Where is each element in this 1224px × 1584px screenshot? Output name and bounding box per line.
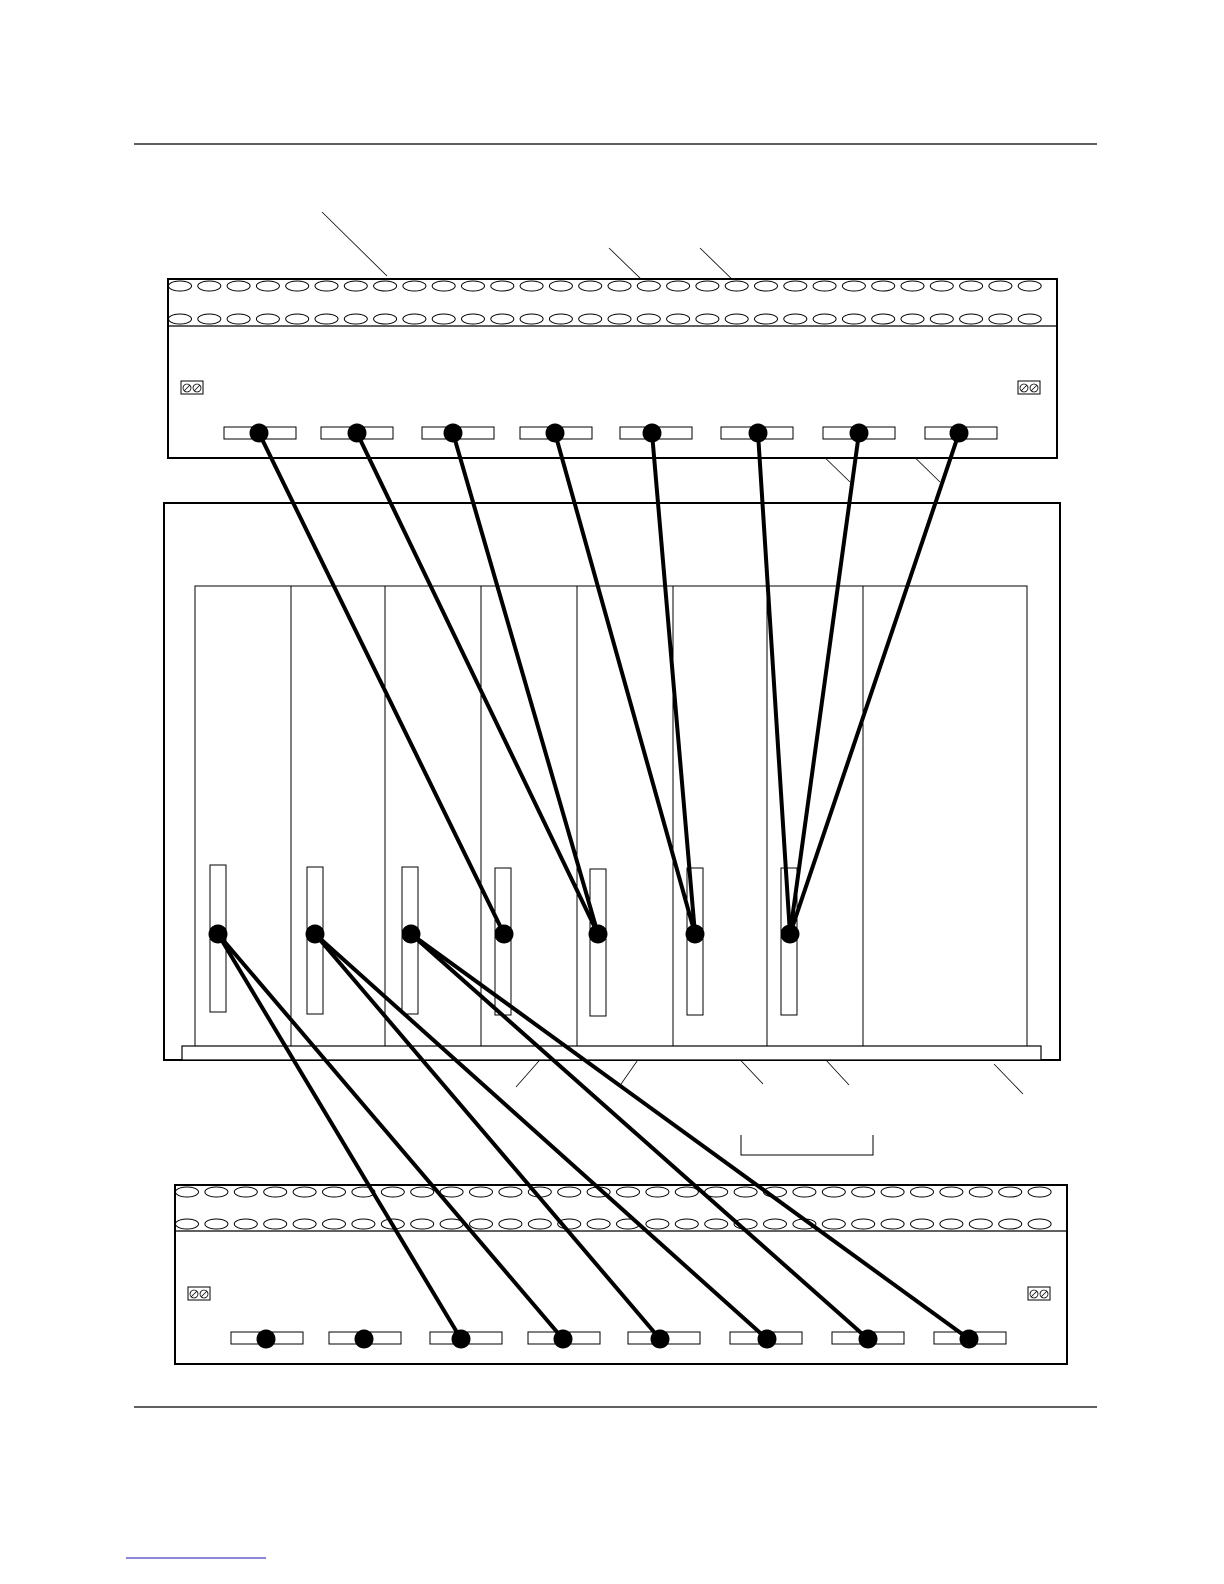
- mounting-hole: [755, 281, 778, 291]
- mounting-hole: [784, 281, 807, 291]
- mounting-hole: [999, 1219, 1022, 1229]
- mounting-hole: [470, 1187, 493, 1197]
- top-connection-dot: [546, 424, 565, 443]
- mounting-hole: [176, 1187, 199, 1197]
- bottom-connection-dot: [452, 1330, 471, 1349]
- mounting-hole: [549, 281, 572, 291]
- mounting-hole: [264, 1219, 287, 1229]
- mounting-hole: [608, 314, 631, 324]
- mounting-hole: [872, 314, 895, 324]
- top-connection-dot: [250, 424, 269, 443]
- card-connection-dot: [306, 925, 325, 944]
- mounting-hole: [696, 281, 719, 291]
- mounting-hole: [696, 314, 719, 324]
- mounting-hole: [911, 1219, 934, 1229]
- mounting-hole: [234, 1187, 257, 1197]
- card-connection-dot: [209, 925, 228, 944]
- bottom-connection-dot: [651, 1330, 670, 1349]
- mounting-hole: [344, 314, 367, 324]
- mounting-hole: [462, 281, 485, 291]
- mounting-hole: [646, 1219, 669, 1229]
- terminal-block-icon: [1018, 381, 1040, 394]
- mounting-hole: [881, 1219, 904, 1229]
- mounting-hole: [930, 314, 953, 324]
- mounting-hole: [989, 281, 1012, 291]
- mounting-hole: [1018, 281, 1041, 291]
- mounting-hole: [411, 1187, 434, 1197]
- mounting-hole: [960, 281, 983, 291]
- mounting-hole: [617, 1187, 640, 1197]
- mounting-hole: [256, 281, 279, 291]
- mounting-hole: [852, 1187, 875, 1197]
- card-chassis: [164, 503, 1060, 1060]
- mounting-hole: [227, 281, 250, 291]
- mounting-hole: [315, 281, 338, 291]
- mounting-hole: [470, 1219, 493, 1229]
- mounting-hole: [198, 314, 221, 324]
- mounting-hole: [784, 314, 807, 324]
- mounting-hole: [558, 1187, 581, 1197]
- bottom-connection-dot: [355, 1330, 374, 1349]
- chassis-frame: [164, 503, 1060, 1060]
- mounting-hole: [381, 1187, 404, 1197]
- top-connection-dot: [850, 424, 869, 443]
- mounting-hole: [286, 281, 309, 291]
- mounting-hole: [705, 1219, 728, 1229]
- mounting-hole: [755, 314, 778, 324]
- mounting-hole: [293, 1187, 316, 1197]
- bottom-connection-dot: [257, 1330, 276, 1349]
- mounting-hole: [911, 1187, 934, 1197]
- mounting-hole: [491, 314, 514, 324]
- bottom-connection-dot: [758, 1330, 777, 1349]
- mounting-hole: [999, 1187, 1022, 1197]
- mounting-hole: [813, 281, 836, 291]
- mounting-hole: [1028, 1187, 1051, 1197]
- top-connection-dot: [950, 424, 969, 443]
- mounting-hole: [901, 281, 924, 291]
- mounting-hole: [374, 314, 397, 324]
- mounting-hole: [256, 314, 279, 324]
- mounting-hole: [852, 1219, 875, 1229]
- mounting-hole: [315, 314, 338, 324]
- mounting-hole: [579, 314, 602, 324]
- mounting-hole: [286, 314, 309, 324]
- mounting-hole: [169, 281, 192, 291]
- mounting-hole: [499, 1187, 522, 1197]
- card-connection-dot: [402, 925, 421, 944]
- mounting-hole: [403, 314, 426, 324]
- mounting-hole: [872, 281, 895, 291]
- mounting-hole: [940, 1187, 963, 1197]
- mounting-hole: [293, 1219, 316, 1229]
- mounting-hole: [264, 1187, 287, 1197]
- mounting-hole: [323, 1219, 346, 1229]
- card-connection-dot: [686, 925, 705, 944]
- mounting-hole: [169, 314, 192, 324]
- panel-frame: [168, 279, 1057, 458]
- mounting-hole: [637, 281, 660, 291]
- mounting-hole: [205, 1187, 228, 1197]
- bottom-patch-panel: [175, 1185, 1067, 1364]
- card-connection-dot: [781, 925, 800, 944]
- mounting-hole: [960, 314, 983, 324]
- mounting-hole: [352, 1219, 375, 1229]
- mounting-hole: [432, 281, 455, 291]
- mounting-hole: [675, 1219, 698, 1229]
- mounting-hole: [969, 1219, 992, 1229]
- mounting-hole: [411, 1219, 434, 1229]
- chassis-base-rail: [182, 1046, 1041, 1060]
- mounting-hole: [969, 1187, 992, 1197]
- bottom-connection-dot: [554, 1330, 573, 1349]
- mounting-hole: [374, 281, 397, 291]
- mounting-hole: [881, 1187, 904, 1197]
- mounting-hole: [344, 281, 367, 291]
- mounting-hole: [528, 1219, 551, 1229]
- mounting-hole: [227, 314, 250, 324]
- mounting-hole: [520, 314, 543, 324]
- bottom-connection-dot: [859, 1330, 878, 1349]
- mounting-hole: [234, 1219, 257, 1229]
- mounting-hole: [793, 1187, 816, 1197]
- mounting-hole: [432, 314, 455, 324]
- terminal-block-icon: [181, 381, 203, 394]
- mounting-hole: [549, 314, 572, 324]
- mounting-hole: [323, 1187, 346, 1197]
- mounting-hole: [440, 1187, 463, 1197]
- mounting-hole: [579, 281, 602, 291]
- mounting-hole: [940, 1219, 963, 1229]
- mounting-hole: [403, 281, 426, 291]
- mounting-hole: [608, 281, 631, 291]
- mounting-hole: [499, 1219, 522, 1229]
- bracket: [741, 1135, 873, 1155]
- mounting-hole: [901, 314, 924, 324]
- card-connection-dot: [495, 925, 514, 944]
- top-connection-dot: [348, 424, 367, 443]
- mounting-hole: [637, 314, 660, 324]
- mounting-hole: [989, 314, 1012, 324]
- mounting-hole: [587, 1219, 610, 1229]
- panel-frame: [175, 1185, 1067, 1364]
- mounting-hole: [725, 281, 748, 291]
- mounting-hole: [667, 314, 690, 324]
- mounting-hole: [520, 281, 543, 291]
- mounting-hole: [205, 1219, 228, 1229]
- mounting-hole: [1028, 1219, 1051, 1229]
- top-connection-dot: [444, 424, 463, 443]
- mounting-hole: [842, 314, 865, 324]
- mounting-hole: [667, 281, 690, 291]
- mounting-hole: [734, 1187, 757, 1197]
- bottom-connection-dot: [960, 1330, 979, 1349]
- mounting-hole: [1018, 314, 1041, 324]
- mounting-hole: [842, 281, 865, 291]
- mounting-hole: [764, 1219, 787, 1229]
- card-connection-dot: [589, 925, 608, 944]
- top-patch-panel: [168, 279, 1057, 458]
- mounting-hole: [675, 1187, 698, 1197]
- mounting-hole: [822, 1187, 845, 1197]
- mounting-hole: [930, 281, 953, 291]
- terminal-block-icon: [1028, 1287, 1050, 1300]
- top-connection-dot: [749, 424, 768, 443]
- top-connection-dot: [643, 424, 662, 443]
- mounting-hole: [822, 1219, 845, 1229]
- mounting-hole: [725, 314, 748, 324]
- mounting-hole: [813, 314, 836, 324]
- terminal-block-icon: [188, 1287, 210, 1300]
- mounting-hole: [198, 281, 221, 291]
- mounting-hole: [462, 314, 485, 324]
- mounting-hole: [176, 1219, 199, 1229]
- mounting-hole: [646, 1187, 669, 1197]
- mounting-hole: [491, 281, 514, 291]
